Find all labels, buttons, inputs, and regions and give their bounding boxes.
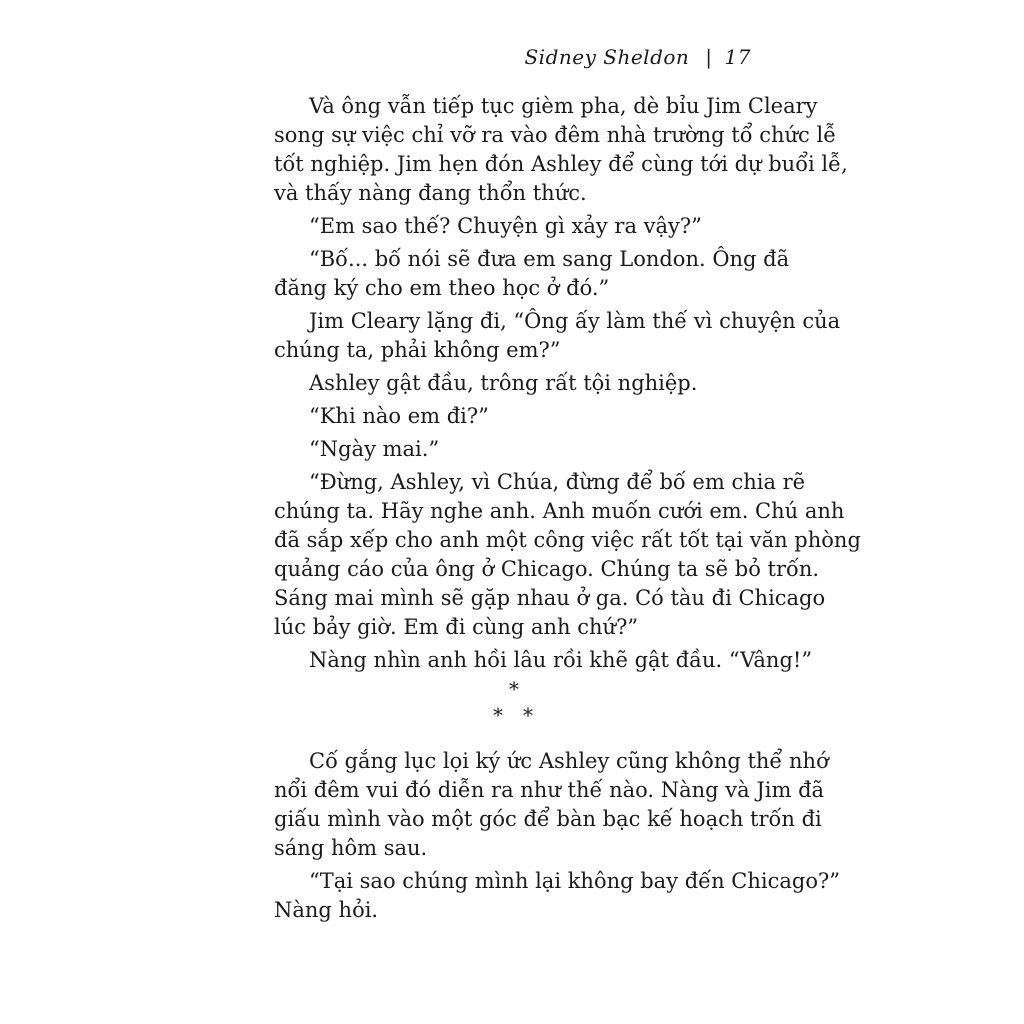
text-line: Nàng hỏi. xyxy=(274,898,379,922)
text-line: Ashley gật đầu, trông rất tội nghiệp. xyxy=(309,371,698,395)
text-line: Cố gắng lục lọi ký ức Ashley cũng không thể nhớ xyxy=(309,749,829,773)
text-line: song sự việc chỉ vỡ ra vào đêm nhà trường tổ chức lễ xyxy=(274,123,837,147)
paragraph xyxy=(274,245,790,303)
text-line: chúng ta, phải không em?” xyxy=(274,338,561,362)
running-header xyxy=(524,44,751,70)
text-line: nổi đêm vui đó diễn ra như thế nào. Nàng và Jim đã xyxy=(274,778,825,802)
paragraph xyxy=(274,747,829,863)
text-line: Jim Cleary lặng đi, “Ông ấy làm thế vì chuyện của xyxy=(309,309,841,333)
section-break-star: * xyxy=(523,703,533,727)
paragraph xyxy=(274,92,848,208)
header-separator: | xyxy=(705,45,713,69)
text-line: đã sắp xếp cho anh một công việc rất tốt tại văn phòng xyxy=(274,528,861,552)
text-line: sáng hôm sau. xyxy=(274,836,428,860)
text-line: “Em sao thế? Chuyện gì xảy ra vậy?” xyxy=(309,214,702,238)
text-line: và thấy nàng đang thổn thức. xyxy=(274,181,587,205)
text-line: “Khi nào em đi?” xyxy=(309,404,489,428)
text-line: “Đừng, Ashley, vì Chúa, đừng để bố em chia rẽ xyxy=(309,470,806,494)
page-number: 17 xyxy=(724,45,751,69)
paragraph xyxy=(274,369,752,398)
text-line: Nàng nhìn anh hồi lâu rồi khẽ gật đầu. “Vâng!” xyxy=(309,648,813,672)
paragraph xyxy=(274,212,752,241)
paragraph xyxy=(274,468,861,642)
text-line: giấu mình vào một góc để bàn bạc kế hoạch trốn đi xyxy=(274,807,822,831)
text-line: Sáng mai mình sẽ gặp nhau ở ga. Có tàu đi Chicago xyxy=(274,586,826,610)
paragraph xyxy=(274,307,841,365)
text-line: quảng cáo của ông ở Chicago. Chúng ta sẽ bỏ trốn. xyxy=(274,557,820,581)
section-break xyxy=(274,679,752,725)
section-break-star: * xyxy=(493,703,503,727)
text-line: “Tại sao chúng mình lại không bay đến Chicago?” xyxy=(309,869,840,893)
text-line: tốt nghiệp. Jim hẹn đón Ashley để cùng tới dự buổi lễ, xyxy=(274,152,848,176)
paragraph xyxy=(274,402,752,431)
body-text xyxy=(274,92,861,925)
paragraph xyxy=(274,435,752,464)
text-line: “Ngày mai.” xyxy=(309,437,440,461)
text-line: lúc bảy giờ. Em đi cùng anh chứ?” xyxy=(274,615,639,639)
paragraph xyxy=(274,646,813,675)
text-line: chúng ta. Hãy nghe anh. Anh muốn cưới em. Chú anh xyxy=(274,499,845,523)
text-line: “Bố... bố nói sẽ đưa em sang London. Ông đã xyxy=(309,247,790,271)
section-break-star: * xyxy=(509,677,519,701)
section-break-star-row xyxy=(274,705,752,725)
paragraph xyxy=(274,867,840,925)
author-name: Sidney Sheldon xyxy=(524,45,690,69)
text-line: Và ông vẫn tiếp tục gièm pha, dè bỉu Jim Cleary xyxy=(309,94,818,118)
text-line: đăng ký cho em theo học ở đó.” xyxy=(274,276,610,300)
